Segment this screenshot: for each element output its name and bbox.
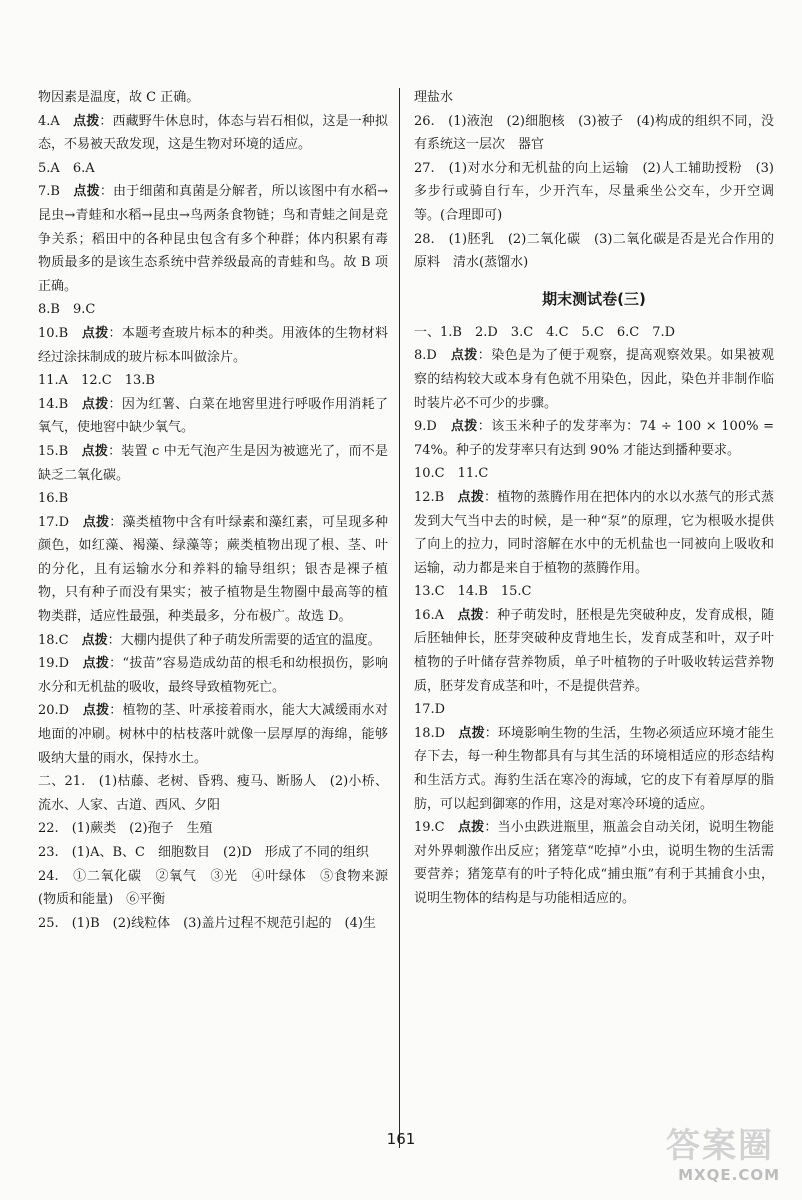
answer-item [38,912,388,936]
answer-item [414,157,774,228]
watermark-site-text: MXQE.COM [678,1166,780,1184]
hint-label: 点拨 [458,725,485,741]
hint-label: 点拨 [82,656,110,672]
answer-item [38,298,388,322]
section-heading: 期末测试卷(三) [542,289,646,308]
answer-number: 22. [38,821,59,837]
answer-text: 6.A [72,160,95,176]
answer-item [38,180,388,298]
answer-text: (1)枯藤、老树、昏鸦、瘦马、断肠人 (2)小桥、流水、人家、古道、西风、夕阳 [38,774,388,813]
answer-text: ：本题考查玻片标本的种类。用液体的生物材料经过涂抹制成的玻片标本叫做涂片。 [38,325,388,365]
answer-item [38,841,388,865]
hint-label: 点拨 [81,396,109,412]
answer-item [38,440,388,487]
answer-text: 11.C [457,466,489,482]
right-column-bottom [414,321,774,911]
answer-item [414,580,774,604]
answer-number: 27. [414,160,435,176]
answer-text: (1)对水分和无机盐的向上运输 (2)人工辅助授粉 (3)多步行或骑自行车，少开汽车，尽量乘坐公交车，少开空调等。(合理即可) [414,160,774,223]
answer-item [414,486,774,580]
answer-number: 13.C [414,584,445,600]
answer-item [414,604,774,698]
hint-label: 点拨 [82,703,110,719]
hint-label: 点拨 [450,419,478,435]
answer-item [414,722,774,816]
answer-text: 9.C [72,302,96,318]
answer-text: ：环境影响生物的生活，生物必须适应环境才能生存下去，每一种生物都具有与其生活的环境相适应的形态结构和生活方式。海豹生活在寒冷的海域，它的皮下有着厚厚的脂肪，可以起到御寒的作用，这是对寒冷环境的适应。 [414,725,774,812]
answer-number: 24. [38,868,59,884]
answer-text: 物因素是温度，故 C 正确。 [38,90,200,105]
answer-number: 18.C [38,632,69,648]
hint-label: 点拨 [457,489,485,505]
answer-text: ：西藏野牛休息时，体态与岩石相似，这是一种拟态，不易被天敌发现，这是生物对环境的适应。 [38,113,388,153]
answer-number: 20.D [38,703,70,719]
answer-text: 14.B 15.C [457,584,532,600]
answer-number: 9.D [414,419,437,435]
left-column [38,86,388,935]
hint-label: 点拨 [457,820,485,836]
answer-number: 12.B [414,489,445,505]
answer-number: 10.C [414,466,445,482]
answer-text: (1)蕨类 (2)孢子 生殖 [71,821,213,837]
answer-item [414,344,774,415]
answer-text: (1)A、B、C 细胞数目 (2)D 形成了不同的组织 [71,845,369,860]
hint-label: 点拨 [73,184,100,200]
answer-text: ：装置 c 中无气泡产生是因为被遮光了，而不是缺乏二氧化碳。 [38,443,388,483]
hint-label: 点拨 [81,325,109,341]
answer-item [38,487,388,511]
answer-text: ①二氧化碳 ②氧气 ③光 ④叶绿体 ⑤食物来源(物质和能量) ⑥平衡 [38,868,388,908]
answer-text: ：植物的蒸腾作用在把体内的水以水蒸气的形式蒸发到大气当中去的时候，是一种“泵”的原理，它为根吸水提供了向上的拉力，同时溶解在水中的无机盐也一同被向上吸收和运输，动力都是来自于植物的蒸腾作用。 [414,489,774,576]
hint-label: 点拨 [457,607,484,623]
answer-text: ：该玉米种子的发芽率为：74 ÷ 100 × 100% = 74%。种子的发芽率只有达到 90% 才能达到播种要求。 [414,419,774,458]
answer-text: ：当小虫跌进瓶里，瓶盖会自动关闭，说明生物能对外界刺激作出反应；猪笼草“吃掉”小虫，说明生物的生活需要营养；猪笼草有的叶子特化成“捕虫瓶”有利于其捕食小虫，说明生物体的结构是与功能相适应的。 [414,820,774,906]
answer-number: 7.B [38,184,60,200]
answer-number: 5.A [38,160,60,176]
hint-label: 点拨 [82,514,110,530]
answer-item [414,415,774,462]
answer-text: ：染色是为了便于观察，提高观察效果。如果被观察的结构较大或本身有色就不用染色，因此，染色并非制作临时装片必不可少的步骤。 [414,348,774,411]
answer-number: 15.B [38,443,69,459]
answer-text: 2.D 3.C 4.C 5.C 6.C 7.D [474,324,676,340]
answer-number: 19.D [38,656,70,672]
hint-label: 点拨 [81,443,109,459]
answer-number: 28. [414,231,435,247]
answer-item [38,86,388,110]
answer-text: ：植物的茎、叶承接着雨水，能大大减缓雨水对地面的冲刷。树林中的枯枝落叶就像一层厚厚的海绵，能够吸纳大量的雨水，保持水土。 [38,703,388,766]
answer-item [38,369,388,393]
answer-number: 8.B [38,302,60,318]
answer-text: ：“拔苗”容易造成幼苗的根毛和幼根损伤，影响水分和无机盐的吸收，最终导致植物死亡。 [38,656,388,695]
hint-label: 点拨 [73,113,100,129]
answer-item [38,511,388,629]
answer-item [38,322,388,369]
answer-item [38,157,388,181]
answer-item [414,698,774,722]
answer-text: 12.C 13.B [81,373,155,389]
answer-number: 二、21. [38,774,86,790]
answer-text: (1)液泡 (2)细胞核 (3)被子 (4)构成的组织不同，没有系统这一层次 器官 [414,113,774,153]
answer-item [38,110,388,157]
answer-item [38,770,388,817]
answer-item [38,393,388,440]
column-divider [399,88,400,1148]
answer-number: 14.B [38,396,69,412]
answer-number: 4.A [38,113,60,129]
answer-item [38,699,388,770]
answer-text: (1)B (2)线粒体 (3)盖片过程不规范引起的 (4)生 [71,915,376,931]
answer-text: ：由于细菌和真菌是分解者，所以该图中有水稻→昆虫→青蛙和水稻→昆虫→鸟两条食物链；鸟和青蛙之间是竞争关系；稻田中的各种昆虫包含有多个种群；体内积累有毒物质最多的是该生态系统中营养级最高的青蛙和鸟。故 B 项正确。 [38,184,388,294]
answer-number: 17.D [38,514,70,530]
answer-item [414,462,774,486]
hint-label: 点拨 [450,348,478,364]
answer-number: 一、1.B [414,324,462,340]
answer-item [414,816,774,910]
answer-item [38,817,388,841]
answer-number: 26. [414,113,435,129]
answer-number: 25. [38,915,59,931]
answer-item [38,652,388,699]
answer-text: ：因为红薯、白菜在地窖里进行呼吸作用消耗了氧气，使地窖中缺少氧气。 [38,396,388,436]
answer-text: ：种子萌发时，胚根是先突破种皮，发育成根，随后胚轴伸长，胚芽突破种皮背地生长，发育成茎和叶，双子叶植物的子叶储存营养物质，单子叶植物的子叶吸收转运营养物质，胚芽发育成茎和叶，不是提供营养。 [414,607,774,694]
watermark-logo [630,1118,780,1188]
answer-item [38,629,388,653]
answer-text: 理盐水 [414,90,454,105]
right-column-top [414,86,774,275]
answer-text: (1)胚乳 (2)二氧化碳 (3)二氧化碳是否是光合作用的原料 清水(蒸馏水) [414,231,774,271]
answer-number: 16.B [38,491,69,507]
answer-item [414,321,774,345]
watermark-logo-text: 答案圈 [666,1126,774,1166]
answer-item [414,228,774,275]
answer-number: 18.D [414,725,446,741]
answer-item [414,86,774,110]
answer-text: ：藻类植物中含有叶绿素和藻红素，可呈现多种颜色，如红藻、褐藻、绿藻等；蕨类植物出现了根、茎、叶的分化，且有运输水分和养料的输导组织；银杏是裸子植物，只有种子而没有果实；被子植物是生物圈中最高等的植物类群，适应性最强，种类最多，分布极广。故选 D。 [38,514,388,625]
answer-number: 23. [38,845,59,860]
page-number: 161 [386,1130,416,1148]
answer-number: 19.C [414,820,445,836]
right-column [414,86,774,911]
answer-number: 11.A [38,373,69,389]
answer-number: 16.A [414,607,445,623]
answer-number: 8.D [414,348,437,364]
answer-item [38,865,388,912]
hint-label: 点拨 [81,632,108,648]
answer-number: 17.D [414,702,446,718]
answer-item [414,110,774,157]
answer-text: ：大棚内提供了种子萌发所需要的适宜的温度。 [107,632,381,648]
answer-number: 10.B [38,325,69,341]
